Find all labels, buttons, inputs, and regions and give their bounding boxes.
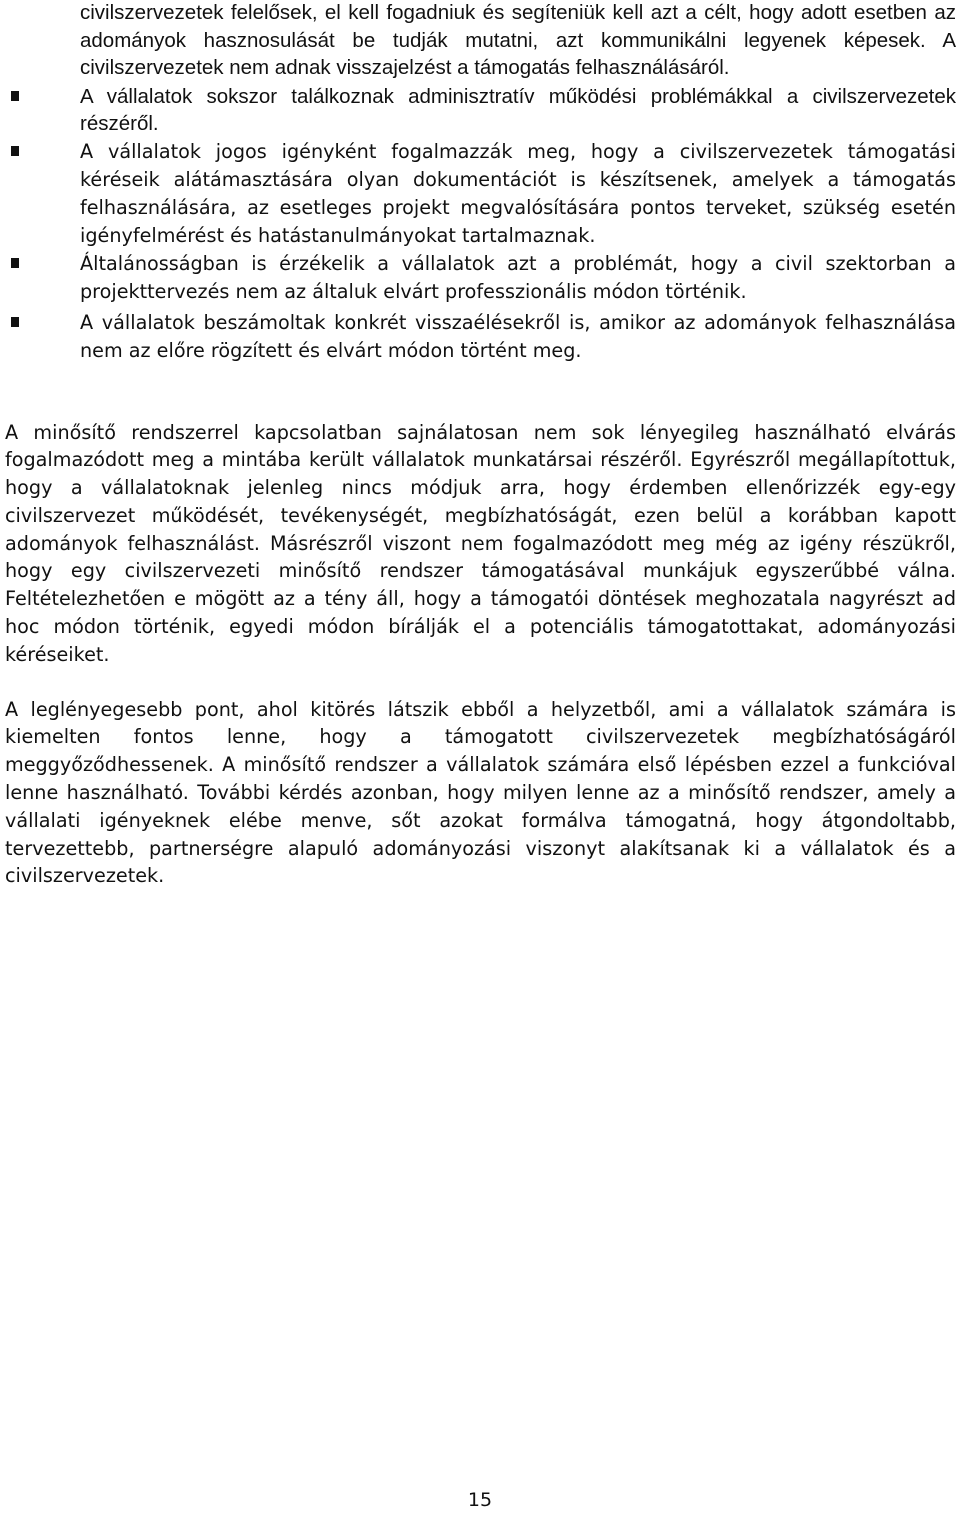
bullet-text: A vállalatok sokszor találkoznak adminisztratív működési problémákkal a civilszervezetek részéről.: [80, 84, 956, 135]
bullet-text: A vállalatok beszámoltak konkrét visszaélésekről is, amikor az adományok felhasználása nem az előre rögzített és elvárt módon történt meg.: [80, 310, 956, 362]
square-bullet-icon: [11, 91, 19, 101]
square-bullet-icon: [11, 317, 19, 327]
bullet-item: [5, 309, 956, 365]
bullet-text: Általánosságban is érzékelik a vállalatok azt a problémát, hogy a civil szektorban a projekttervezés nem az általuk elvárt professzionális módon történik.: [80, 251, 956, 303]
bullet-item: [5, 83, 956, 138]
bullet-text: A vállalatok jogos igényként fogalmazzák meg, hogy a civilszervezetek támogatási kéréseik alátámasztására olyan dokumentációt is készítsenek, amelyek a támogatás felhasználására, az esetleges projekt megvalósítására pontos terveket, szükség esetén igényfelmérést és hatástanulmányokat tartalmaznak.: [80, 139, 956, 247]
square-bullet-icon: [11, 258, 19, 268]
continuation-text: civilszervezetek felelősek, el kell fogadniuk és segíteniük kell azt a célt, hogy adott esetben az adományok hasznosulását be tudják mutatni, azt kommunikálni legyenek képesek. A civilszervezetek nem adnak visszajelzést a támogatás felhasználásáról.: [80, 1, 956, 79]
bullet-list: [5, 83, 956, 365]
body-paragraph: A leglényegesebb pont, ahol kitörés látszik ebből a helyzetből, ami a vállalatok számára is kiemelten fontos lenne, hogy a támogatott civilszervezetek megbízhatóságáról meggyőződhessenek. A minősítő rendszer a vállalatok számára első lépésben ezzel a funkcióval lenne használható. További kérdés azonban, hogy milyen lenne az a minősítő rendszer, amely a vállalati igényeknek elébe menve, sőt azokat formálva támogatná, hogy átgondoltabb, tervezettebb, partnerségre alapuló adományozási viszonyt alakítsanak ki a vállalatok és a civilszervezetek.: [5, 697, 956, 888]
document-page: [5, 0, 956, 890]
bullet-item: [5, 250, 956, 306]
bullet-item: [5, 138, 956, 250]
square-bullet-icon: [11, 146, 19, 156]
page-number: 15: [467, 1489, 493, 1511]
body-paragraph: A minősítő rendszerrel kapcsolatban sajnálatosan nem sok lényegileg használható elvárás fogalmazódott meg a mintába került vállalatok munkatársai részéről. Egyrészről megállapítottuk, hogy a vállalatoknak jelenleg nincs módjuk arra, hogy érdemben ellenőrizzék egy-egy civilszervezet működését, tevékenységét, megbízhatóságát, ezen belül a korábban kapott adományok felhasználást. Másrészről viszont nem fogalmazódott meg még az igény részükről, hogy egy civilszervezeti minősítő rendszer támogatásával munkájuk egyszerűbbé válna. Feltételezhetően e mögött az a tény áll, hogy a támogatói döntések meghozatala nagyrészt ad hoc módon történik, egyedi módon bírálják el a potenciális támogatottakat, adományozási kéréseiket.: [5, 420, 956, 666]
